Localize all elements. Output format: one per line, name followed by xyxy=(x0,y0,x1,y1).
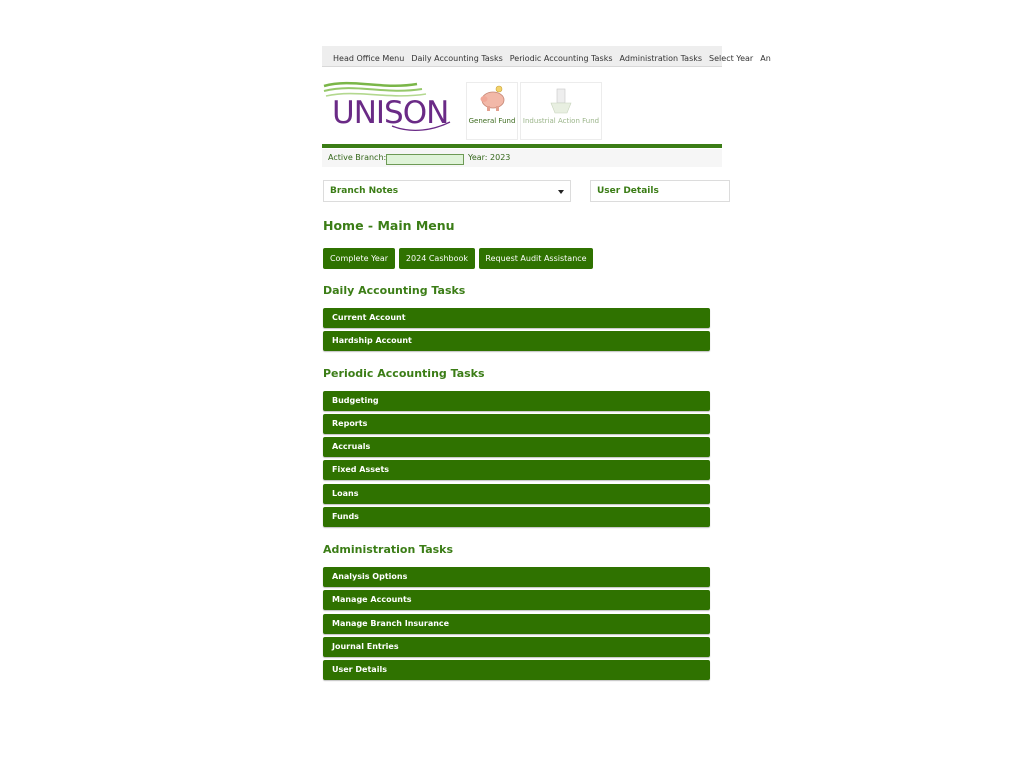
menu-button-user-details[interactable] xyxy=(323,660,710,680)
menu-button-journal-entries[interactable] xyxy=(323,637,710,657)
unison-logo[interactable] xyxy=(322,80,456,136)
header-divider xyxy=(322,144,722,148)
year-label: Year: 2023 xyxy=(468,153,511,162)
menu-button-label: Funds xyxy=(332,512,359,521)
active-branch-input[interactable] xyxy=(386,154,464,165)
menu-button-manage-accounts[interactable] xyxy=(323,590,710,610)
page-title: Home - Main Menu xyxy=(323,218,455,233)
industrial-action-fund-tile[interactable] xyxy=(520,82,602,140)
menu-button-accruals[interactable] xyxy=(323,437,710,457)
general-fund-tile[interactable] xyxy=(466,82,518,140)
request-audit-assistance-button[interactable]: Request Audit Assistance xyxy=(479,248,593,269)
menu-button-analysis-options[interactable] xyxy=(323,567,710,587)
branch-bar xyxy=(322,149,722,167)
menu-button-manage-branch-insurance[interactable] xyxy=(323,614,710,634)
menu-button-reports[interactable] xyxy=(323,414,710,434)
logo-wordmark: UNISON xyxy=(332,95,449,131)
menu-button-current-account[interactable] xyxy=(323,308,710,328)
user-details-panel[interactable] xyxy=(590,180,730,202)
app-frame xyxy=(322,46,771,686)
chevron-down-icon[interactable] xyxy=(558,190,564,194)
menu-more[interactable]: An xyxy=(760,54,771,63)
menu-button-label: User Details xyxy=(332,665,387,674)
menu-button-hardship-account[interactable] xyxy=(323,331,710,351)
menu-button-loans[interactable] xyxy=(323,484,710,504)
menu-button-label: Reports xyxy=(332,419,368,428)
menu-button-label: Accruals xyxy=(332,442,371,451)
menu-button-label: Manage Branch Insurance xyxy=(332,619,450,628)
menu-button-label: Hardship Account xyxy=(332,336,412,345)
user-details-title: User Details xyxy=(597,186,659,196)
branch-notes-panel[interactable] xyxy=(323,180,571,202)
industrial-action-fund-label: Industrial Action Fund xyxy=(522,117,600,125)
top-menu xyxy=(322,46,771,67)
menu-button-fixed-assets[interactable] xyxy=(323,460,710,480)
piggy-bank-icon xyxy=(467,83,517,119)
branch-notes-title: Branch Notes xyxy=(330,186,399,196)
complete-year-button[interactable]: Complete Year xyxy=(323,248,395,269)
menu-button-label: Budgeting xyxy=(332,396,379,405)
menu-button-label: Journal Entries xyxy=(332,642,399,651)
periodic-accounting-heading: Periodic Accounting Tasks xyxy=(323,367,485,380)
menu-button-label: Fixed Assets xyxy=(332,465,390,474)
menu-administration[interactable]: Administration Tasks xyxy=(619,54,703,63)
menu-select-year[interactable]: Select Year xyxy=(709,54,754,63)
menu-head-office[interactable]: Head Office Menu xyxy=(333,54,405,63)
menu-daily-accounting[interactable]: Daily Accounting Tasks xyxy=(411,54,503,63)
menu-button-label: Current Account xyxy=(332,313,406,322)
menu-button-label: Manage Accounts xyxy=(332,595,412,604)
industrial-action-icon xyxy=(521,83,601,119)
menu-button-label: Loans xyxy=(332,489,359,498)
menu-button-budgeting[interactable] xyxy=(323,391,710,411)
daily-accounting-heading: Daily Accounting Tasks xyxy=(323,284,466,297)
administration-heading: Administration Tasks xyxy=(323,543,454,556)
menu-periodic-accounting[interactable]: Periodic Accounting Tasks xyxy=(509,54,613,63)
general-fund-label: General Fund xyxy=(468,117,516,125)
menu-button-funds[interactable] xyxy=(323,507,710,527)
cashbook-2024-button[interactable]: 2024 Cashbook xyxy=(399,248,475,269)
menu-button-label: Analysis Options xyxy=(332,572,408,581)
active-branch-label: Active Branch: xyxy=(328,153,387,162)
